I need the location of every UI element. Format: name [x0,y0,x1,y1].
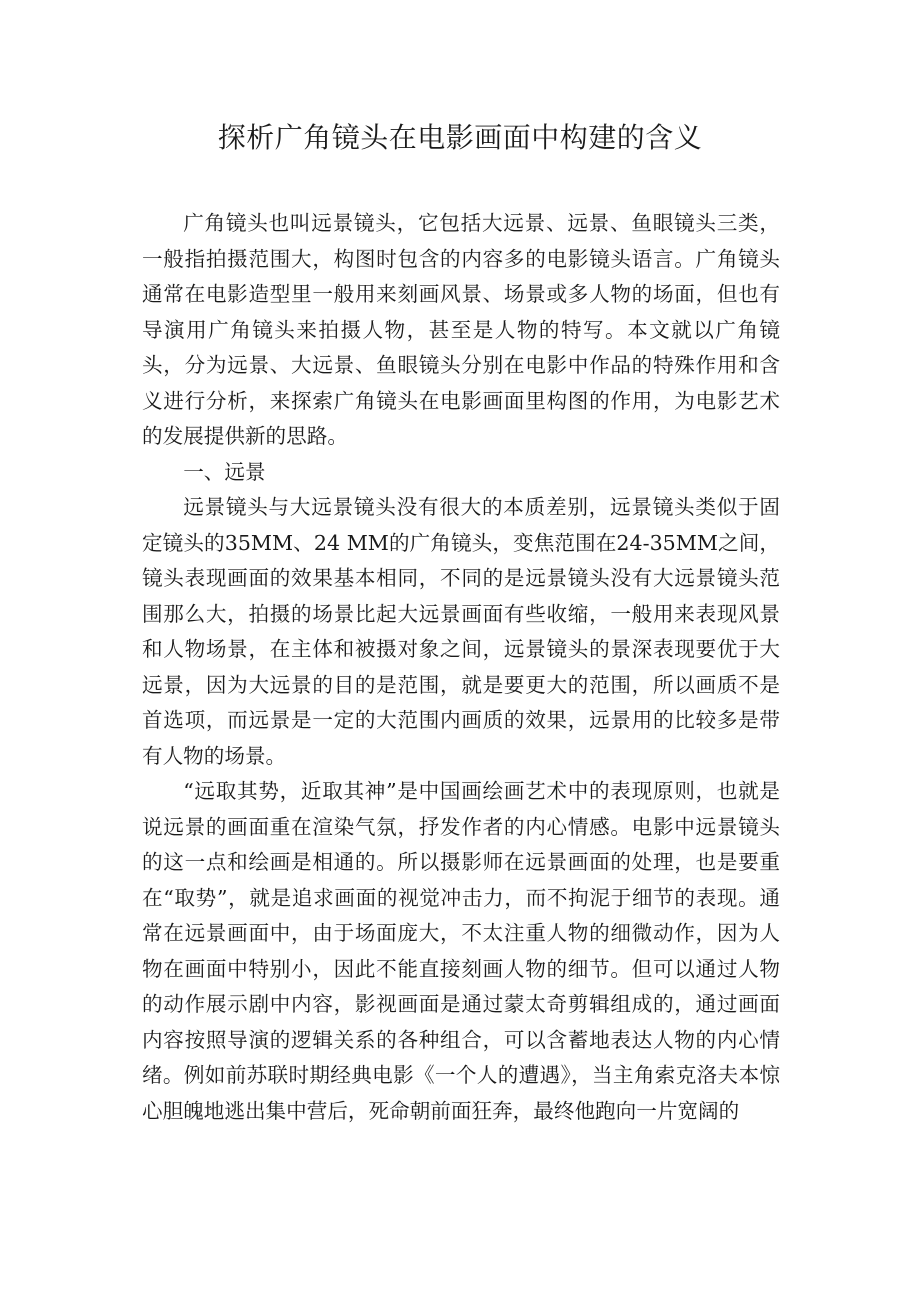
section-heading-far-shot: 一、远景 [183,459,266,484]
document-body [142,206,780,1129]
document-title: 探析广角镜头在电影画面中构建的含义 [217,121,703,154]
paragraph-painting-principle: “远取其势，近取其神”是中国画绘画艺术中的表现原则，也就是说远景的画面重在渲染气氛，抒发作者的内心情感。电影中远景镜头的这一点和绘画是相通的。所以摄影师在远景画面的处理，也是要重在“取势”，就是追求画面的视觉冲击力，而不拘泥于细节的表现。通常在远景画面中，由于场面庞大，不太注重人物的细微动作，因为人物在画面中特别小，因此不能直接刻画人物的细节。但可以通过人物的动作展示剧中内容，影视画面是通过蒙太奇剪辑组成的，通过画面内容按照导演的逻辑关系的各种组合，可以含蓄地表达人物的内心情绪。例如前苏联时期经典电影《一个人的遭遇》，当主角索克洛夫本惊心胆魄地逃出集中营后，死命朝前面狂奔，最终他跑向一片宽阔的 [142,779,780,1123]
paragraph-far-shot-definition: 远景镜头与大远景镜头没有很大的本质差别，远景镜头类似于固定镜头的35MM、24 MM的广角镜头，变焦范围在24-35MM之间，镜头表现画面的效果基本相同，不同的是远景镜头没有大远景镜头范围那么大，拍摄的场景比起大远景画面有些收缩，一般用来表现风景和人物场景，在主体和被摄对象之间，远景镜头的景深表现要优于大远景，因为大远景的目的是范围，就是要更大的范围，所以画质不是首选项，而远景是一定的大范围内画质的效果，远景用的比较多是带有人物的场景。 [142,495,780,768]
paragraph-intro: 广角镜头也叫远景镜头，它包括大远景、远景、鱼眼镜头三类，一般指拍摄范围大，构图时包含的内容多的电影镜头语言。广角镜头通常在电影造型里一般用来刻画风景、场景或多人物的场面，但也有导演用广角镜头来拍摄人物，甚至是人物的特写。本文就以广角镜头，分为远景、大远景、鱼眼镜头分别在电影中作品的特殊作用和含义进行分析，来探索广角镜头在电影画面里构图的作用，为电影艺术的发展提供新的思路。 [142,211,780,448]
